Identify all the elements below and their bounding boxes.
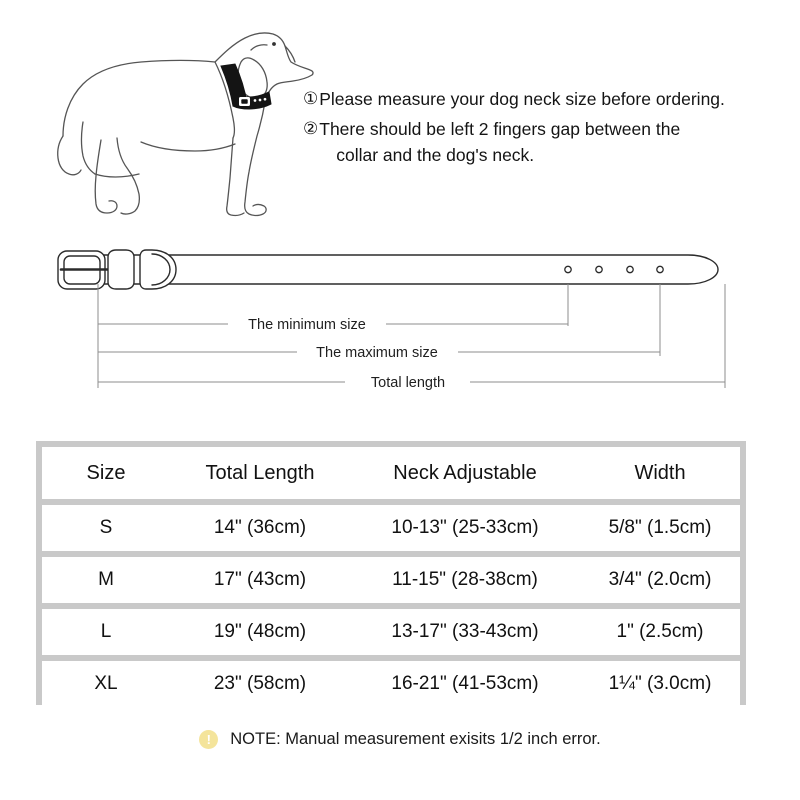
cell-neck-adjustable: 10-13" (25-33cm) [391, 517, 539, 538]
column-header-total-length: Total Length [205, 461, 315, 484]
collar-hole-3 [627, 266, 633, 272]
cell-total-length: 17" (43cm) [213, 569, 307, 590]
footer-note [0, 730, 800, 749]
cell-neck-adjustable: 16-21" (41-53cm) [391, 673, 539, 694]
instructions-list [303, 86, 783, 172]
instruction-text-2-line1: There should be left 2 fingers gap between the [319, 119, 681, 139]
dimension-label-minimum: The minimum size [248, 317, 366, 333]
dimension-maximum-size [98, 345, 660, 361]
dimension-minimum-size [98, 317, 568, 333]
column-header-neck-adjustable: Neck Adjustable [393, 461, 537, 484]
cell-width: 3/4" (2.0cm) [608, 569, 712, 590]
cell-total-length: 19" (48cm) [213, 621, 307, 642]
table-row [42, 609, 740, 655]
dimension-label-maximum: The maximum size [316, 345, 438, 361]
cell-total-length: 14" (36cm) [213, 517, 307, 538]
exclamation-mark: ! [206, 732, 211, 747]
cell-width: 1¼" (3.0cm) [608, 673, 712, 694]
dimension-label-total: Total length [370, 375, 446, 391]
instruction-text-1: Please measure your dog neck size before ordering. [319, 89, 725, 109]
table-row [42, 557, 740, 603]
dimension-total-length [98, 375, 725, 391]
cell-total-length: 23" (58cm) [213, 673, 307, 694]
cell-size: L [100, 621, 112, 642]
instruction-item-2 [303, 116, 783, 168]
cell-width: 5/8" (1.5cm) [608, 517, 712, 538]
instruction-number-2: ② [303, 119, 319, 138]
collar-hole-2 [596, 266, 602, 272]
cell-neck-adjustable: 11-15" (28-38cm) [392, 569, 538, 590]
warning-exclamation-icon [199, 730, 218, 749]
instruction-item-1 [303, 86, 783, 112]
dog-illustration [55, 18, 320, 223]
table-header-row [42, 447, 740, 499]
note-text: NOTE: Manual measurement exisits 1/2 inch error. [230, 730, 601, 748]
cell-size: M [98, 569, 114, 590]
table-row [42, 661, 740, 707]
instruction-section [0, 0, 800, 232]
cell-neck-adjustable: 13-17" (33-43cm) [391, 621, 539, 642]
cell-width: 1" (2.5cm) [616, 621, 704, 642]
cell-size: XL [94, 673, 118, 694]
collar-hole-1 [565, 266, 571, 272]
collar-diagram [0, 236, 800, 408]
instruction-text-2 [319, 116, 680, 168]
column-header-width: Width [634, 461, 686, 484]
collar-hole-4 [657, 266, 663, 272]
instruction-number-1: ① [303, 89, 319, 108]
column-header-size: Size [86, 461, 126, 484]
size-chart-table [36, 441, 746, 705]
cell-size: S [99, 517, 113, 538]
instruction-text-2-line2: collar and the dog's neck. [336, 145, 535, 165]
table-row [42, 505, 740, 551]
